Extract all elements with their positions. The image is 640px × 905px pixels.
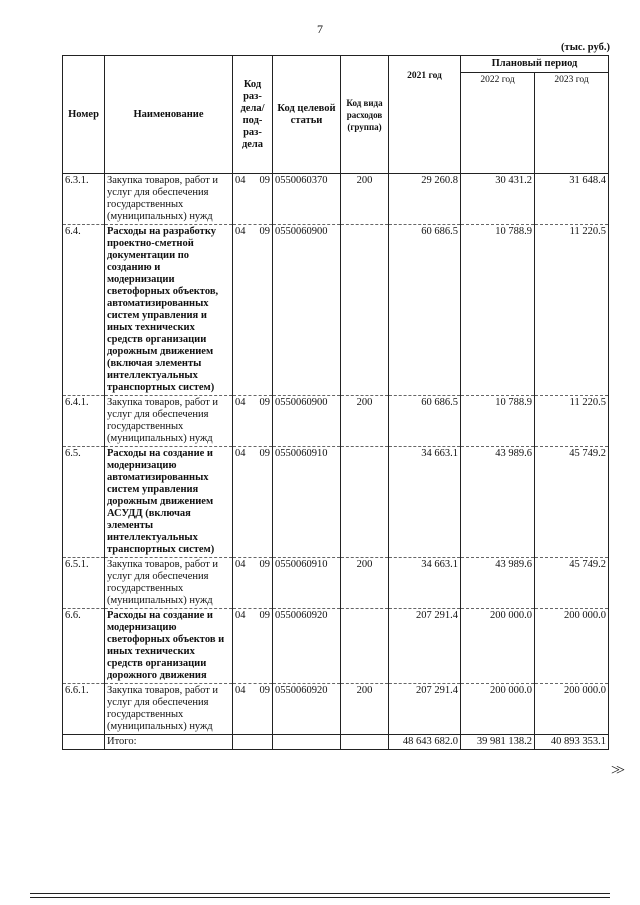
table-row xyxy=(63,684,609,735)
footer-rule xyxy=(30,893,610,894)
row-name: Расходы на разработку проектно-сметной документации по созданию и модернизации светофорных объектов, автоматизированных систем управления и иных технических средств организации дорожным движением (включая элементы интеллектуальных транспортных систем) xyxy=(105,225,233,396)
table-row xyxy=(63,396,609,447)
subsection-code: 09 xyxy=(259,448,270,459)
header-number: Номер xyxy=(63,56,105,174)
row-expense-type: 200 xyxy=(341,396,389,447)
subsection-code: 09 xyxy=(259,226,270,237)
row-number: 6.6. xyxy=(63,609,105,684)
header-2022: 2022 год xyxy=(461,73,535,174)
row-expense-type: 200 xyxy=(341,174,389,225)
row-name: Закупка товаров, работ и услуг для обеспечения государственных (муниципальных) нужд xyxy=(105,174,233,225)
row-section xyxy=(233,174,273,225)
total-row xyxy=(63,735,609,750)
row-2021: 207 291.4 xyxy=(389,684,461,735)
section-code: 04 xyxy=(235,175,246,186)
row-target: 0550060900 xyxy=(273,225,341,396)
subsection-code: 09 xyxy=(259,397,270,408)
continuation-arrows: >> xyxy=(611,762,622,779)
header-2021: 2021 год xyxy=(389,56,461,174)
row-section xyxy=(233,684,273,735)
row-2023: 200 000.0 xyxy=(535,609,609,684)
section-code: 04 xyxy=(235,448,246,459)
row-expense-type xyxy=(341,609,389,684)
subsection-code: 09 xyxy=(259,559,270,570)
row-name: Закупка товаров, работ и услуг для обеспечения государственных (муниципальных) нужд xyxy=(105,558,233,609)
total-2023: 40 893 353.1 xyxy=(535,735,609,750)
table-row xyxy=(63,558,609,609)
row-name: Закупка товаров, работ и услуг для обеспечения государственных (муниципальных) нужд xyxy=(105,684,233,735)
header-2023: 2023 год xyxy=(535,73,609,174)
row-2022: 43 989.6 xyxy=(461,447,535,558)
row-target: 0550060370 xyxy=(273,174,341,225)
row-2023: 31 648.4 xyxy=(535,174,609,225)
row-2022: 43 989.6 xyxy=(461,558,535,609)
row-name: Расходы на создание и модернизацию автоматизированных систем управления дорожным движением АСУДД (включая элементы интеллектуальных транспортных систем) xyxy=(105,447,233,558)
row-section xyxy=(233,558,273,609)
row-target: 0550060920 xyxy=(273,684,341,735)
section-code: 04 xyxy=(235,397,246,408)
subsection-code: 09 xyxy=(259,175,270,186)
row-target: 0550060900 xyxy=(273,396,341,447)
section-code: 04 xyxy=(235,226,246,237)
row-2021: 60 686.5 xyxy=(389,396,461,447)
row-expense-type: 200 xyxy=(341,558,389,609)
row-2023: 45 749.2 xyxy=(535,447,609,558)
row-expense-type: 200 xyxy=(341,684,389,735)
header-section: Код раз-дела/ под-раз-дела xyxy=(233,56,273,174)
header-expense-type: Код вида расходов (группа) xyxy=(341,56,389,174)
row-2021: 29 260.8 xyxy=(389,174,461,225)
row-number: 6.3.1. xyxy=(63,174,105,225)
row-2022: 200 000.0 xyxy=(461,609,535,684)
row-2022: 200 000.0 xyxy=(461,684,535,735)
row-target: 0550060910 xyxy=(273,447,341,558)
header-planned: Плановый период xyxy=(461,56,609,73)
subsection-code: 09 xyxy=(259,610,270,621)
row-number: 6.6.1. xyxy=(63,684,105,735)
row-number: 6.4.1. xyxy=(63,396,105,447)
row-2022: 10 788.9 xyxy=(461,225,535,396)
row-number: 6.5.1. xyxy=(63,558,105,609)
total-label: Итого: xyxy=(105,735,233,750)
page-number: 7 xyxy=(317,22,323,36)
row-2023: 11 220.5 xyxy=(535,396,609,447)
table-row xyxy=(63,609,609,684)
total-2022: 39 981 138.2 xyxy=(461,735,535,750)
row-2022: 30 431.2 xyxy=(461,174,535,225)
table-row xyxy=(63,447,609,558)
section-code: 04 xyxy=(235,610,246,621)
row-section xyxy=(233,396,273,447)
row-2021: 207 291.4 xyxy=(389,609,461,684)
header-name: Наименование xyxy=(105,56,233,174)
table-row xyxy=(63,174,609,225)
row-target: 0550060920 xyxy=(273,609,341,684)
row-2022: 10 788.9 xyxy=(461,396,535,447)
row-section xyxy=(233,225,273,396)
units-label: (тыс. руб.) xyxy=(561,42,610,53)
header-target: Код целевой статьи xyxy=(273,56,341,174)
budget-table xyxy=(62,55,609,750)
row-2023: 45 749.2 xyxy=(535,558,609,609)
row-2021: 60 686.5 xyxy=(389,225,461,396)
row-number: 6.5. xyxy=(63,447,105,558)
row-section xyxy=(233,447,273,558)
row-number: 6.4. xyxy=(63,225,105,396)
footer-rule xyxy=(30,897,610,898)
row-2023: 200 000.0 xyxy=(535,684,609,735)
section-code: 04 xyxy=(235,559,246,570)
row-section xyxy=(233,609,273,684)
row-name: Расходы на создание и модернизацию светофорных объектов и иных технических средств организации дорожного движения xyxy=(105,609,233,684)
row-2021: 34 663.1 xyxy=(389,558,461,609)
row-expense-type xyxy=(341,225,389,396)
row-2023: 11 220.5 xyxy=(535,225,609,396)
section-code: 04 xyxy=(235,685,246,696)
row-target: 0550060910 xyxy=(273,558,341,609)
row-name: Закупка товаров, работ и услуг для обеспечения государственных (муниципальных) нужд xyxy=(105,396,233,447)
subsection-code: 09 xyxy=(259,685,270,696)
total-2021: 48 643 682.0 xyxy=(389,735,461,750)
table-row xyxy=(63,225,609,396)
row-2021: 34 663.1 xyxy=(389,447,461,558)
row-expense-type xyxy=(341,447,389,558)
